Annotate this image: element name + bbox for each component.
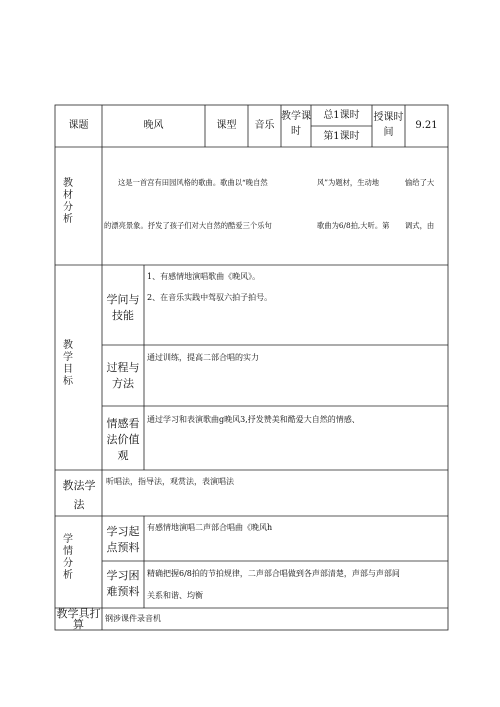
analysis-col-3: [405, 148, 448, 264]
label-start: 学习起点预料: [106, 525, 140, 554]
tools-text: 钢涉课件录音机: [105, 614, 161, 623]
analysis-line: 调式，由: [405, 221, 435, 231]
start-text: 有感情地演唱二声部合唱曲《晚风h: [147, 523, 273, 532]
analysis-line: [104, 262, 319, 264]
emotion-text: 通过学习和表演歌曲g晚风3,抒发赞美和酷爱大自然的情感、: [147, 415, 360, 424]
difficulty-line-1: 精确把握6/8拍的节拍规律，二声部合唱做到各声部清楚，声部与声部间: [147, 569, 400, 578]
label-methods: 教法学法: [62, 479, 96, 511]
analysis-line: 风”为题材，生动地: [317, 178, 380, 188]
label-process: 过程与方法: [106, 361, 140, 390]
label-type: 课型: [216, 120, 237, 131]
analysis-line: [405, 262, 448, 264]
topic-value: 晚风: [143, 120, 164, 131]
label-tools: 教学具打算: [56, 607, 101, 631]
analysis-col-1: [104, 148, 319, 264]
label-difficulty: 学习困难预料: [106, 569, 140, 598]
type-value: 音乐: [254, 120, 275, 131]
process-text: 通过训练，提高二部合唱的实力: [147, 353, 259, 362]
label-learning: 学情分析: [63, 534, 73, 581]
hours-total: 总1课时: [323, 110, 360, 121]
analysis-line: 这是一首宫有田园风格的歌曲。歌曲以“晚自然: [118, 178, 268, 188]
date-value: 9.21: [415, 120, 438, 131]
difficulty-line-2: 关系和谐、均衡: [147, 591, 203, 600]
analysis-line: 愉给了大: [405, 178, 435, 188]
label-hours: 教学课时: [281, 111, 311, 137]
hours-current: 第1课时: [323, 131, 360, 142]
analysis-col-2: [317, 148, 405, 264]
label-topic: 课题: [68, 120, 89, 131]
methods-text: 听唱法，指导法，观赏法，表演唱法: [106, 477, 234, 486]
analysis-line: [317, 262, 405, 264]
knowledge-item-1: 1、有感情地演唱歌曲《晚风》。: [147, 272, 261, 281]
knowledge-item-2: 2、在音乐实践中驾驭六拍子拍号。: [147, 293, 273, 302]
label-goals: 教学目标: [63, 340, 73, 387]
analysis-line: 的漂亮景象。抒发了孩子们对大自然的酷爱三个乐句: [104, 221, 272, 231]
label-analysis: 教材分析: [63, 178, 73, 225]
label-date: 授课时间: [373, 112, 404, 138]
analysis-line: 歌曲为6/8拍,大听。第: [317, 221, 390, 231]
label-emotion: 情感看法价值观: [106, 417, 140, 462]
label-knowledge: 学问与技能: [106, 293, 140, 322]
